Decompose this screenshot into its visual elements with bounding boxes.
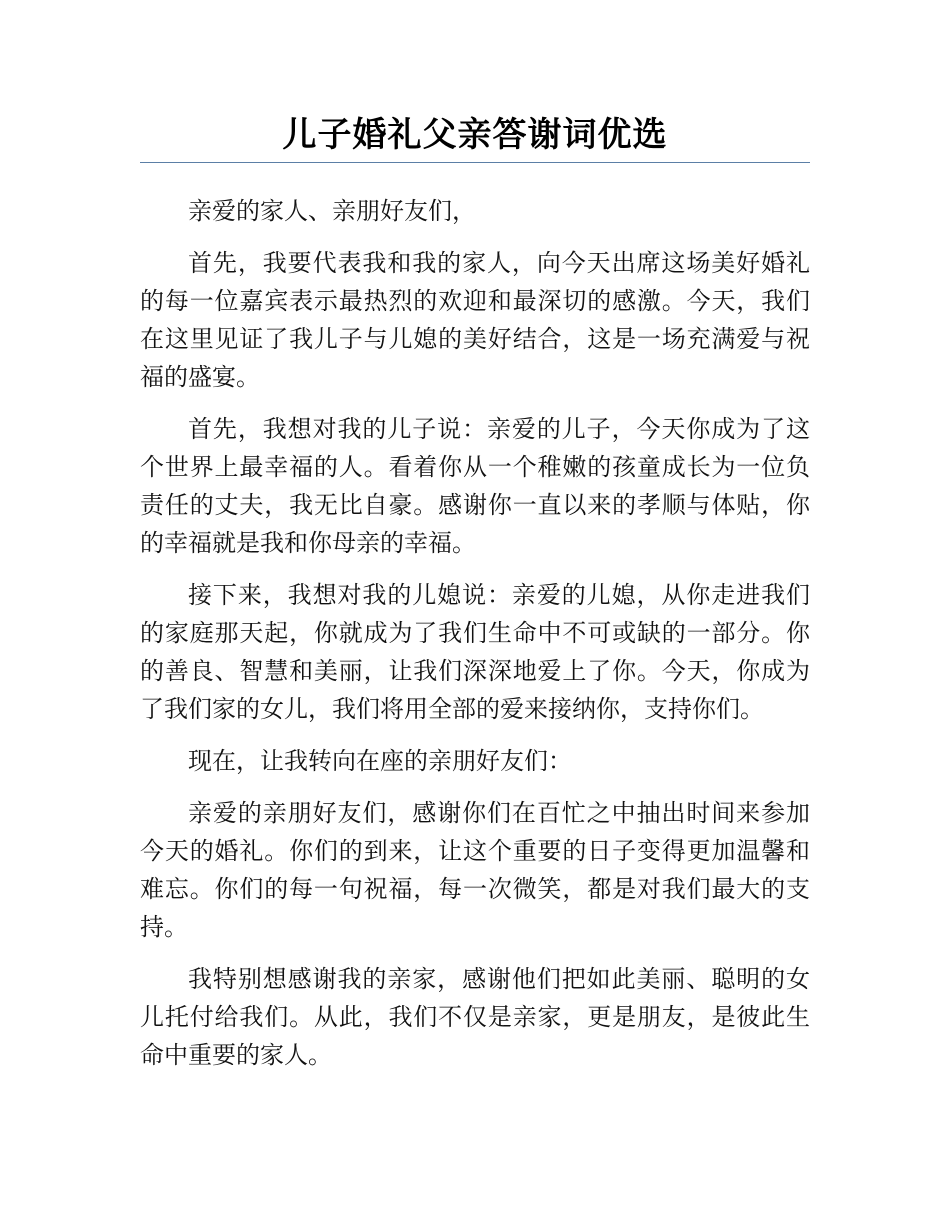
paragraph-turn-to-guests: 现在，让我转向在座的亲朋好友们： <box>188 747 572 775</box>
document-title: 儿子婚礼父亲答谢词优选 <box>282 115 668 155</box>
paragraph-to-daughter-in-law: 接下来，我想对我的儿媳说：亲爱的儿媳，从你走进我们的家庭那天起，你就成为了我们生命中不可或缺的一部分。你的善良、智慧和美丽，让我们深深地爱上了你。今天，你成为了我们家的女儿，我们将用全部的爱来接纳你，支持你们。 <box>140 581 810 723</box>
paragraph-to-in-laws: 我特别想感谢我的亲家，感谢他们把如此美丽、聪明的女儿托付给我们。从此，我们不仅是亲家，更是朋友，是彼此生命中重要的家人。 <box>140 965 810 1069</box>
paragraph-to-guests: 亲爱的亲朋好友们，感谢你们在百忙之中抽出时间来参加今天的婚礼。你们的到来，让这个重要的日子变得更加温馨和难忘。你们的每一句祝福，每一次微笑，都是对我们最大的支持。 <box>140 799 810 941</box>
title-underline <box>140 162 810 163</box>
paragraph-greeting: 亲爱的家人、亲朋好友们， <box>188 197 476 225</box>
paragraph-to-son: 首先，我想对我的儿子说：亲爱的儿子，今天你成为了这个世界上最幸福的人。看着你从一个稚嫩的孩童成长为一位负责任的丈夫，我无比自豪。感谢你一直以来的孝顺与体贴，你的幸福就是我和你母亲的幸福。 <box>140 415 810 557</box>
document-body <box>140 192 810 1088</box>
paragraph-welcome: 首先，我要代表我和我的家人，向今天出席这场美好婚礼的每一位嘉宾表示最热烈的欢迎和最深切的感激。今天，我们在这里见证了我儿子与儿媳的美好结合，这是一场充满爱与祝福的盛宴。 <box>140 249 810 391</box>
